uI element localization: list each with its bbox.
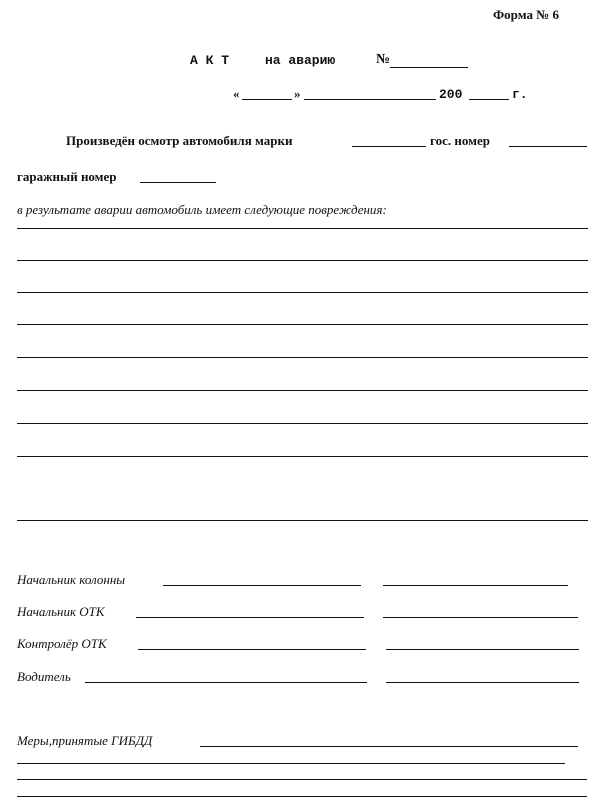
damage-line[interactable]	[17, 292, 588, 293]
date-open-quote: «	[233, 86, 240, 101]
date-year-suffix: г.	[512, 87, 528, 102]
signature-head-of-column-sign-field[interactable]	[383, 585, 568, 586]
garage-number-field[interactable]	[140, 182, 216, 183]
police-measures-line[interactable]	[17, 796, 587, 797]
date-year-field[interactable]	[469, 99, 509, 100]
damage-line[interactable]	[17, 390, 588, 391]
damage-line[interactable]	[17, 520, 588, 521]
date-month-field[interactable]	[304, 99, 436, 100]
plate-number-field[interactable]	[509, 146, 587, 147]
signature-qc-inspector-name-field[interactable]	[138, 649, 366, 650]
date-day-field[interactable]	[242, 99, 292, 100]
signature-driver-sign-field[interactable]	[386, 682, 579, 683]
police-measures-line[interactable]	[17, 779, 587, 780]
police-measures-line[interactable]	[17, 763, 565, 764]
act-number-sign: №	[376, 52, 391, 67]
act-number-field[interactable]	[390, 67, 468, 68]
damage-line[interactable]	[17, 260, 588, 261]
damage-line[interactable]	[17, 423, 588, 424]
car-brand-field[interactable]	[352, 146, 426, 147]
act-on-accident: на аварию	[265, 53, 336, 68]
damage-line[interactable]	[17, 456, 588, 457]
act-title: А К Т	[190, 53, 230, 68]
damage-heading: в результате аварии автомобиль имеет следующие повреждения:	[17, 202, 387, 217]
signature-head-of-column-name-field[interactable]	[163, 585, 361, 586]
signature-head-of-qc-label: Начальник ОТК	[17, 604, 105, 619]
garage-number-label: гаражный номер	[17, 169, 117, 184]
signature-head-of-qc-sign-field[interactable]	[383, 617, 578, 618]
form-number: Форма № 6	[493, 7, 560, 22]
damage-line[interactable]	[17, 228, 588, 229]
signature-head-of-qc-name-field[interactable]	[136, 617, 364, 618]
date-year-prefix: 200	[439, 87, 463, 102]
plate-number-label: гос. номер	[430, 133, 490, 148]
signature-driver-name-field[interactable]	[85, 682, 367, 683]
date-close-quote: »	[294, 86, 301, 101]
police-measures-label: Меры,принятые ГИБДД	[17, 733, 153, 748]
signature-driver-label: Водитель	[17, 669, 71, 684]
police-measures-line[interactable]	[200, 746, 578, 747]
damage-line[interactable]	[17, 324, 588, 325]
signature-qc-inspector-label: Контролёр ОТК	[17, 636, 107, 651]
damage-line[interactable]	[17, 357, 588, 358]
signature-qc-inspector-sign-field[interactable]	[386, 649, 579, 650]
signature-head-of-column-label: Начальник колонны	[17, 572, 126, 587]
inspection-intro: Произведён осмотр автомобиля марки	[66, 133, 293, 148]
